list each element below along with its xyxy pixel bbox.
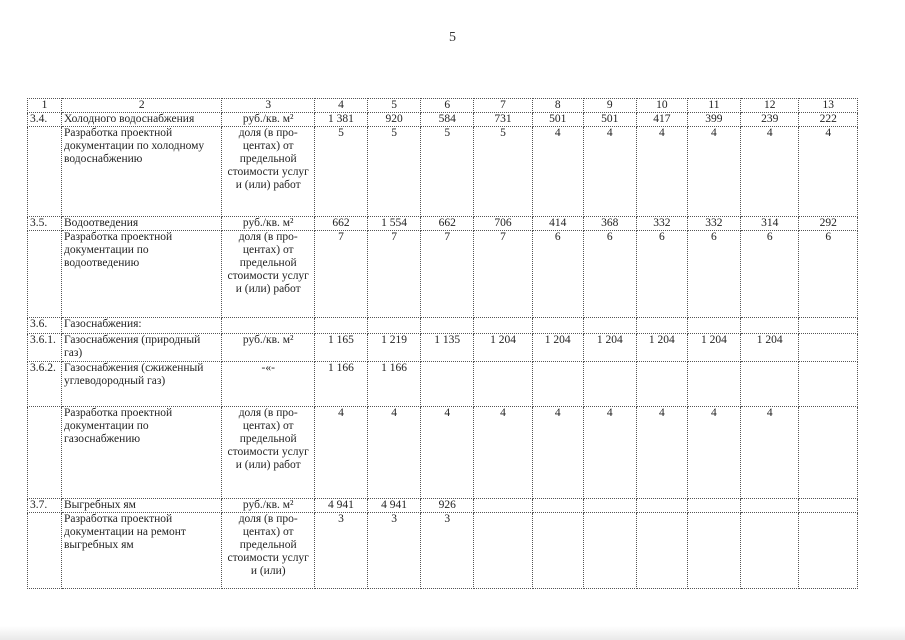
value-cell — [687, 499, 740, 513]
value-cell — [687, 318, 740, 334]
value-cell: 6 — [687, 231, 740, 318]
unit-cell: доля (в про-центах) от предельной стоимости услуг и (или) работ — [222, 231, 314, 318]
column-header: 12 — [740, 99, 798, 113]
value-cell: 4 — [474, 407, 532, 499]
value-cell: 1 219 — [368, 334, 421, 362]
value-cell — [687, 513, 740, 589]
table-row — [28, 113, 858, 127]
value-cell: 926 — [421, 499, 474, 513]
value-cell: 6 — [636, 231, 687, 318]
row-number-cell: 3.6.2. — [28, 362, 62, 407]
value-cell: 1 165 — [314, 334, 367, 362]
column-header: 11 — [687, 99, 740, 113]
value-cell: 1 204 — [687, 334, 740, 362]
row-number-cell — [28, 407, 62, 499]
value-cell — [474, 513, 532, 589]
column-header: 1 — [28, 99, 62, 113]
column-header: 2 — [62, 99, 222, 113]
column-header: 13 — [799, 99, 858, 113]
value-cell: 1 166 — [368, 362, 421, 407]
value-cell: 368 — [583, 217, 636, 231]
value-cell — [532, 318, 583, 334]
row-label-cell: Водоотведения — [62, 217, 222, 231]
row-number-cell: 3.5. — [28, 217, 62, 231]
value-cell: 662 — [314, 217, 367, 231]
value-cell: 1 135 — [421, 334, 474, 362]
value-cell — [740, 513, 798, 589]
value-cell: 1 204 — [636, 334, 687, 362]
value-cell — [474, 362, 532, 407]
row-label-cell: Газоснабжения (сжиженный углеводородный газ) — [62, 362, 222, 407]
row-number-cell — [28, 231, 62, 318]
unit-cell: -«- — [222, 362, 314, 407]
value-cell: 332 — [636, 217, 687, 231]
value-cell: 1 204 — [740, 334, 798, 362]
row-label-cell: Разработка проектной документации по холодному водоснабжению — [62, 127, 222, 217]
value-cell: 6 — [532, 231, 583, 318]
value-cell: 1 166 — [314, 362, 367, 407]
value-cell: 414 — [532, 217, 583, 231]
value-cell — [740, 362, 798, 407]
value-cell: 7 — [421, 231, 474, 318]
value-cell: 706 — [474, 217, 532, 231]
value-cell: 501 — [583, 113, 636, 127]
row-number-cell — [28, 513, 62, 589]
value-cell — [799, 499, 858, 513]
value-cell: 501 — [532, 113, 583, 127]
column-header: 4 — [314, 99, 367, 113]
table-row — [28, 499, 858, 513]
value-cell: 5 — [421, 127, 474, 217]
value-cell — [421, 318, 474, 334]
scan-edge — [0, 626, 905, 640]
value-cell: 4 — [368, 407, 421, 499]
value-cell: 731 — [474, 113, 532, 127]
table-row — [28, 334, 858, 362]
value-cell — [532, 513, 583, 589]
value-cell — [799, 334, 858, 362]
tariff-table — [27, 98, 858, 589]
value-cell: 1 381 — [314, 113, 367, 127]
table-row — [28, 318, 858, 334]
value-cell — [368, 318, 421, 334]
unit-cell: доля (в про-центах) от предельной стоимости услуг и (или) — [222, 513, 314, 589]
row-number-cell: 3.7. — [28, 499, 62, 513]
value-cell: 7 — [474, 231, 532, 318]
row-label-cell: Газоснабжения (природный газ) — [62, 334, 222, 362]
value-cell — [636, 513, 687, 589]
unit-cell — [222, 318, 314, 334]
unit-cell: руб./кв. м² — [222, 334, 314, 362]
value-cell — [532, 362, 583, 407]
table-row — [28, 407, 858, 499]
table-row — [28, 362, 858, 407]
value-cell: 222 — [799, 113, 858, 127]
value-cell: 399 — [687, 113, 740, 127]
value-cell: 239 — [740, 113, 798, 127]
value-cell: 4 — [421, 407, 474, 499]
value-cell: 4 — [687, 127, 740, 217]
value-cell — [636, 499, 687, 513]
row-label-cell: Разработка проектной документации на ремонт выгребных ям — [62, 513, 222, 589]
value-cell: 1 204 — [474, 334, 532, 362]
value-cell — [636, 362, 687, 407]
value-cell — [583, 362, 636, 407]
value-cell: 332 — [687, 217, 740, 231]
value-cell: 3 — [368, 513, 421, 589]
row-label-cell: Газоснабжения: — [62, 318, 222, 334]
value-cell: 4 941 — [368, 499, 421, 513]
value-cell: 314 — [740, 217, 798, 231]
value-cell: 1 204 — [532, 334, 583, 362]
value-cell — [740, 318, 798, 334]
column-header: 5 — [368, 99, 421, 113]
value-cell — [314, 318, 367, 334]
unit-cell: доля (в про-центах) от предельной стоимости услуг и (или) работ — [222, 407, 314, 499]
value-cell — [740, 499, 798, 513]
table-row — [28, 513, 858, 589]
value-cell: 1 204 — [583, 334, 636, 362]
unit-cell: руб./кв. м² — [222, 499, 314, 513]
table-row — [28, 217, 858, 231]
value-cell — [799, 318, 858, 334]
row-number-cell — [28, 127, 62, 217]
row-label-cell: Выгребных ям — [62, 499, 222, 513]
table-row — [28, 231, 858, 318]
value-cell: 920 — [368, 113, 421, 127]
unit-cell: руб./кв. м² — [222, 217, 314, 231]
row-label-cell: Разработка проектной документации по водоотведению — [62, 231, 222, 318]
value-cell — [799, 407, 858, 499]
column-header: 8 — [532, 99, 583, 113]
value-cell: 4 — [636, 407, 687, 499]
row-number-cell: 3.4. — [28, 113, 62, 127]
column-header: 6 — [421, 99, 474, 113]
value-cell: 584 — [421, 113, 474, 127]
value-cell — [474, 318, 532, 334]
value-cell: 4 941 — [314, 499, 367, 513]
value-cell — [532, 499, 583, 513]
value-cell: 4 — [583, 407, 636, 499]
value-cell — [799, 513, 858, 589]
unit-cell: доля (в про-центах) от предельной стоимости услуг и (или) работ — [222, 127, 314, 217]
value-cell — [687, 362, 740, 407]
value-cell — [474, 499, 532, 513]
value-cell — [636, 318, 687, 334]
value-cell — [583, 499, 636, 513]
value-cell: 6 — [740, 231, 798, 318]
value-cell: 1 554 — [368, 217, 421, 231]
value-cell — [421, 362, 474, 407]
value-cell: 5 — [368, 127, 421, 217]
value-cell: 4 — [314, 407, 367, 499]
header-row — [28, 99, 858, 113]
unit-cell: руб./кв. м² — [222, 113, 314, 127]
value-cell: 4 — [740, 407, 798, 499]
value-cell: 662 — [421, 217, 474, 231]
column-header: 10 — [636, 99, 687, 113]
value-cell: 3 — [421, 513, 474, 589]
value-cell: 4 — [740, 127, 798, 217]
value-cell: 4 — [583, 127, 636, 217]
row-label-cell: Холодного водоснабжения — [62, 113, 222, 127]
table-row — [28, 127, 858, 217]
row-number-cell: 3.6. — [28, 318, 62, 334]
value-cell: 3 — [314, 513, 367, 589]
value-cell: 6 — [583, 231, 636, 318]
value-cell: 4 — [687, 407, 740, 499]
row-label-cell: Разработка проектной документации по газоснабжению — [62, 407, 222, 499]
value-cell: 4 — [636, 127, 687, 217]
value-cell: 417 — [636, 113, 687, 127]
value-cell — [799, 362, 858, 407]
value-cell: 4 — [532, 407, 583, 499]
column-header: 9 — [583, 99, 636, 113]
value-cell: 5 — [474, 127, 532, 217]
value-cell: 6 — [799, 231, 858, 318]
value-cell: 292 — [799, 217, 858, 231]
value-cell: 4 — [799, 127, 858, 217]
value-cell: 7 — [314, 231, 367, 318]
page-number: 5 — [449, 30, 456, 45]
row-number-cell: 3.6.1. — [28, 334, 62, 362]
value-cell: 7 — [368, 231, 421, 318]
value-cell — [583, 318, 636, 334]
value-cell — [583, 513, 636, 589]
column-header: 7 — [474, 99, 532, 113]
value-cell: 5 — [314, 127, 367, 217]
column-header: 3 — [222, 99, 314, 113]
value-cell: 4 — [532, 127, 583, 217]
